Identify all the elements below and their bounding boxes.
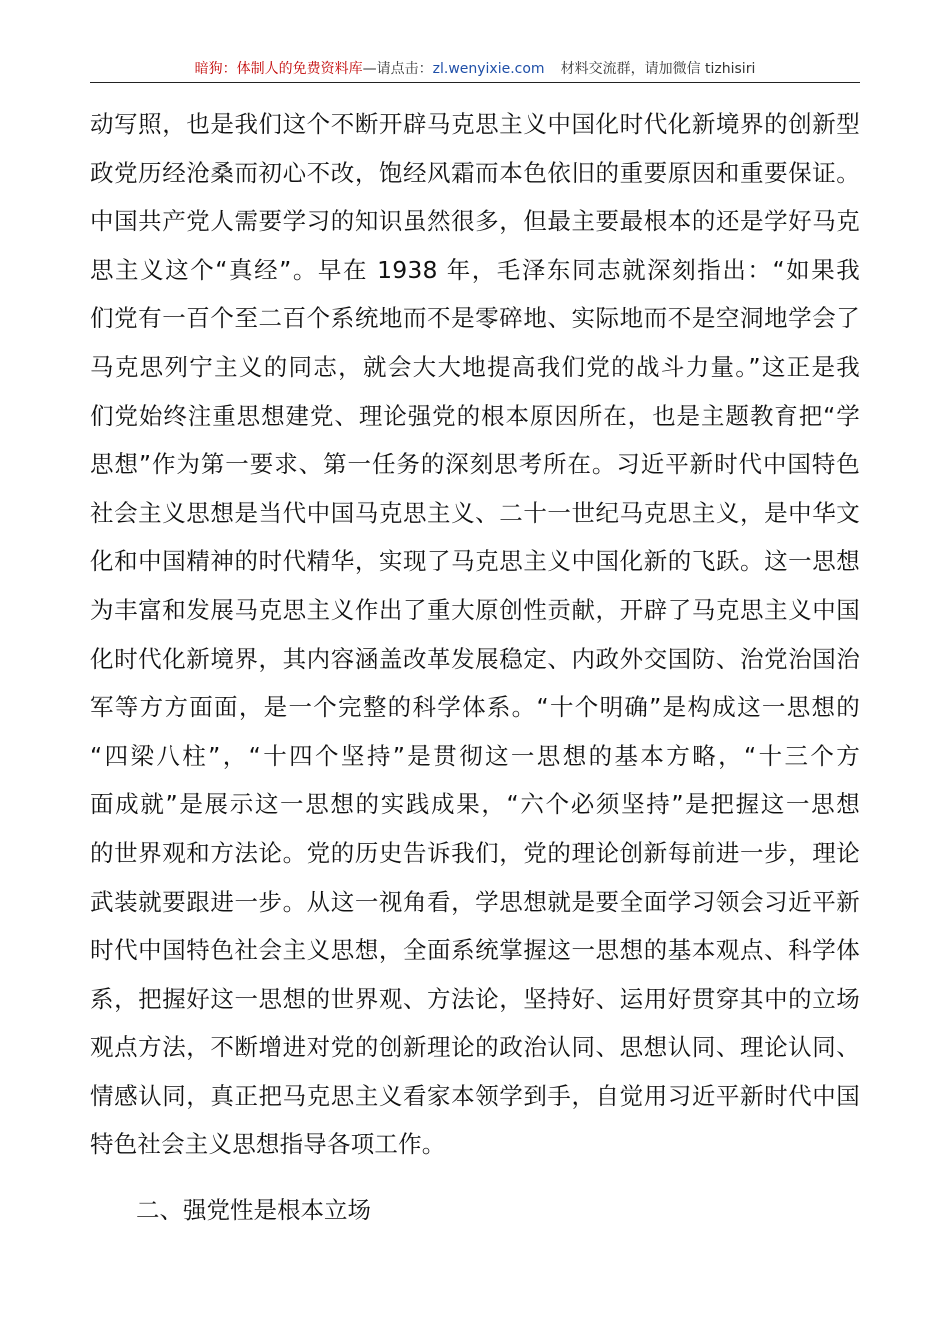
body-line: 政党历经沧桑而初心不改，饱经风霜而本色依旧的重要原因和重要保证。	[90, 158, 860, 187]
body-line: 观点方法，不断增进对党的创新理论的政治认同、思想认同、理论认同、	[90, 1033, 860, 1062]
body-line: 们党始终注重思想建党、理论强党的根本原因所在，也是主题教育把“学	[90, 401, 860, 430]
body-line: 军等方方面面，是一个完整的科学体系。“十个明确”是构成这一思想的	[90, 693, 860, 722]
body-line: “四梁八柱”，“十四个坚持”是贯彻这一思想的基本方略，“十三个方	[90, 741, 860, 770]
document-body	[90, 100, 860, 1169]
body-line: 系，把握好这一思想的世界观、方法论，坚持好、运用好贯穿其中的立场	[90, 984, 860, 1013]
body-line: 面成就”是展示这一思想的实践成果，“六个必须坚持”是把握这一思想	[90, 790, 860, 819]
body-line: 化和中国精神的时代精华，实现了马克思主义中国化新的飞跃。这一思想	[90, 547, 860, 576]
body-line: 时代中国特色社会主义思想，全面系统掌握这一思想的基本观点、科学体	[90, 936, 860, 965]
body-line: 社会主义思想是当代中国马克思主义、二十一世纪马克思主义，是中华文	[90, 498, 860, 527]
body-line: 动写照，也是我们这个不断开辟马克思主义中国化时代化新境界的创新型	[90, 110, 860, 138]
body-line: 们党有一百个至二百个系统地而不是零碎地、实际地而不是空洞地学会了	[90, 304, 860, 333]
header-url-link[interactable]: zl.wenyixie.com	[432, 61, 545, 77]
body-line: 为丰富和发展马克思主义作出了重大原创性贡献，开辟了马克思主义中国	[90, 595, 860, 624]
section-heading: 二、强党性是根本立场	[136, 1196, 371, 1224]
body-line: 情感认同，真正把马克思主义看家本领学到手，自觉用习近平新时代中国	[90, 1081, 860, 1110]
header-separator: —请点击：	[362, 61, 433, 77]
header-note: 材料交流群，请加微信 tizhisiri	[560, 61, 756, 77]
body-line: 化时代化新境界，其内容涵盖改革发展稳定、内政外交国防、治党治国治	[90, 644, 860, 673]
body-line: 的世界观和方法论。党的历史告诉我们，党的理论创新每前进一步，理论	[90, 838, 860, 867]
header-brand: 暗狗：体制人的免费资料库	[194, 61, 363, 77]
body-line-last: 特色社会主义思想指导各项工作。	[90, 1130, 446, 1159]
body-line: 中国共产党人需要学习的知识虽然很多，但最主要最根本的还是学好马克	[90, 207, 860, 236]
body-line: 武装就要跟进一步。从这一视角看，学思想就是要全面学习领会习近平新	[90, 887, 860, 916]
body-line: 思主义这个“真经”。早在 1938 年，毛泽东同志就深刻指出：“如果我	[90, 255, 860, 284]
body-line: 思想”作为第一要求、第一任务的深刻思考所在。习近平新时代中国特色	[90, 450, 860, 479]
body-line: 马克思列宁主义的同志，就会大大地提高我们党的战斗力量。”这正是我	[90, 352, 860, 381]
page-header	[90, 58, 860, 83]
